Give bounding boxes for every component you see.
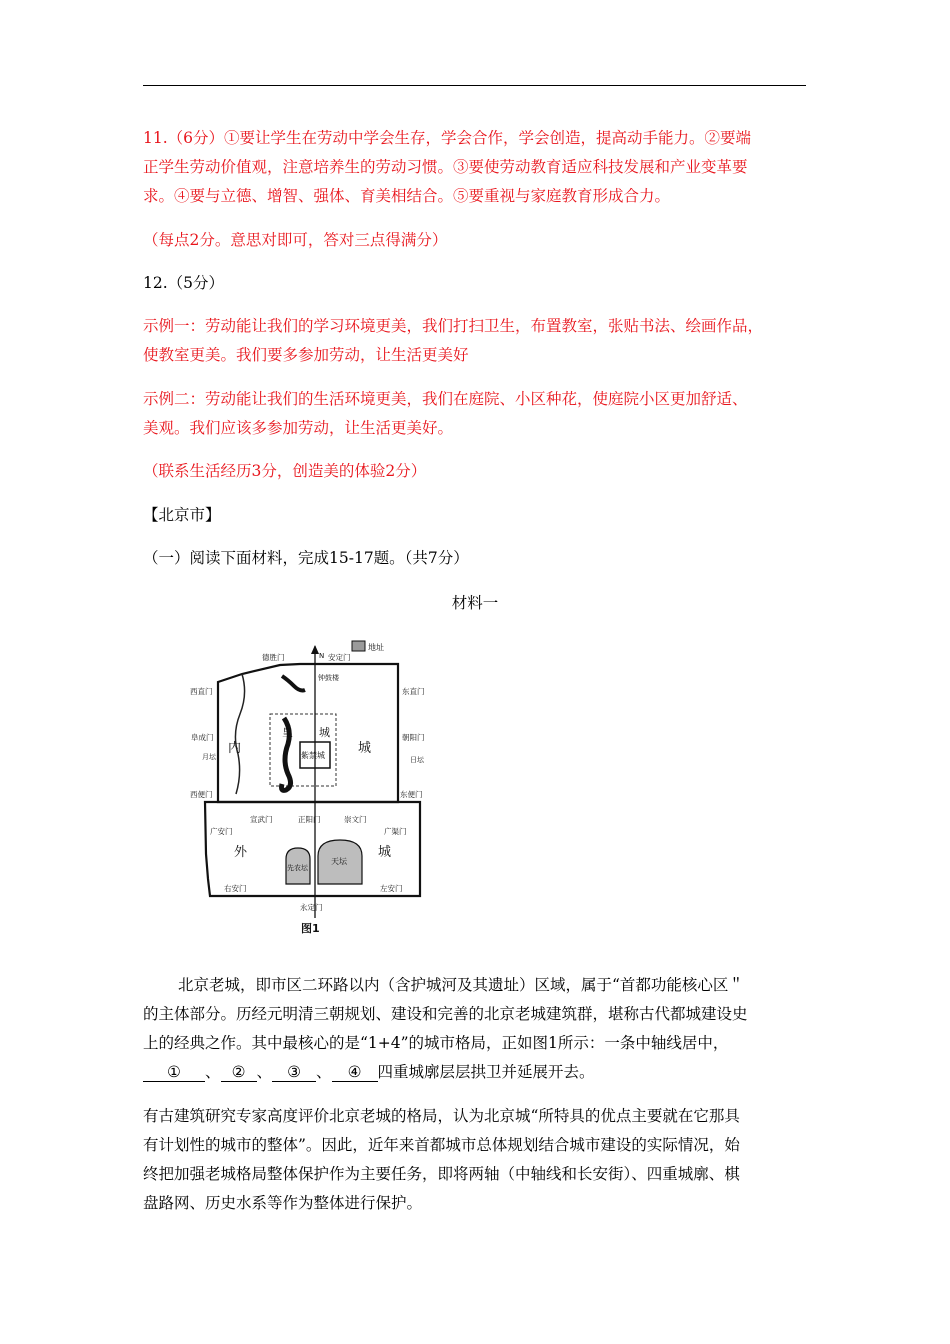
blank-1[interactable]: ① — [143, 1063, 205, 1082]
west-boundary — [235, 674, 244, 794]
label-tiantan: 天坛 — [331, 857, 347, 866]
label-ritan: 日坛 — [410, 756, 424, 764]
label-inner: 内 — [228, 741, 242, 756]
passage-p2-line-4: 盘路网、历史水系等作为整体进行保护。 — [143, 1194, 423, 1212]
q12-scoring-note: （联系生活经历3分，创造美的体验2分） — [143, 462, 427, 480]
inner-city-wall — [218, 664, 398, 802]
gate-andingmen: 安定门 — [328, 653, 351, 662]
passage-p2-line-1: 有古建筑研究专家高度评价北京老城的格局，认为北京城“所特具的优点主要就在它那具 — [143, 1107, 740, 1125]
north-arrow-icon — [311, 645, 319, 654]
blank-sep-2: 、 — [256, 1063, 273, 1081]
passage-p1-tail: 四重城廓层层拱卫并延展开去。 — [377, 1063, 595, 1081]
gate-youanmen: 右安门 — [224, 884, 247, 893]
q12-heading: 12.（5分） — [143, 274, 225, 292]
q12-example2-line-1: 示例二：劳动能让我们的生活环境更美，我们在庭院、小区种花，使庭院小区更加舒适、 — [143, 390, 748, 408]
q12-example1-line-1: 示例一：劳动能让我们的学习环境更美，我们打扫卫生，布置教室，张贴书法、绘画作品， — [143, 317, 764, 335]
passage-p1-line-2: 的主体部分。历经元明清三朝规划、建设和完善的北京老城建筑群，堪称古代都城建设史 — [143, 1005, 748, 1023]
gate-guangqumen: 广渠门 — [384, 827, 407, 836]
gate-zhengyangmen: 正阳门 — [298, 815, 321, 824]
passage-p1-line-3: 上的经典之作。其中最核心的是“1+4”的城市格局，正如图1所示：一条中轴线居中， — [143, 1034, 729, 1052]
label-imperial-left: 皇 — [282, 726, 293, 739]
gate-dongbianmen: 东便门 — [400, 790, 423, 799]
label-outer-city: 城 — [378, 845, 392, 860]
passage-p1-line-1: 北京老城，即市区二环路以内（含护城河及其遗址）区域，属于“首都功能核心区＂ — [178, 976, 744, 994]
legend-label: 地址 — [368, 643, 384, 652]
label-imperial-right: 城 — [319, 726, 330, 739]
gate-guanganmen: 广安门 — [210, 827, 233, 836]
label-yuetan: 月坛 — [202, 753, 216, 761]
label-outer: 外 — [234, 845, 248, 860]
legend-swatch — [352, 641, 365, 651]
blank-sep-3: 、 — [316, 1063, 332, 1081]
q11-line-3: 求。④要与立德、增智、强体、育美相结合。⑤要重视与家庭教育形成合力。 — [143, 187, 671, 205]
q11-line-1: 11.（6分）①要让学生在劳动中学会生存，学会合作，学会创造，提高动手能力。②要端 — [143, 129, 752, 147]
gate-yongdingmen: 永定门 — [300, 903, 323, 912]
q12-example1-line-2: 使教室更美。我们要多参加劳动，让生活更美好 — [143, 346, 469, 364]
gate-xibianmen: 西便门 — [190, 790, 213, 799]
gate-zuoanmen: 左安门 — [380, 884, 403, 893]
blank-2[interactable]: ② — [221, 1063, 257, 1082]
passage-p2-line-3: 终把加强老城格局整体保护作为主要任务，即将两轴（中轴线和长安街）、四重城廓、棋 — [143, 1165, 740, 1183]
gate-chongwenmen: 崇文门 — [344, 815, 367, 824]
gate-xuanwumen: 宣武门 — [250, 815, 273, 824]
q11-line-2: 正学生劳动价值观，注意培养生的劳动习惯。③要使劳动教育适应科技发展和产业变革要 — [143, 158, 748, 176]
label-xiannongtan: 先农坛 — [287, 864, 308, 872]
blank-4[interactable]: ④ — [332, 1063, 378, 1082]
blank-3[interactable]: ③ — [272, 1063, 316, 1082]
material-title: 材料一 — [451, 594, 499, 612]
beijing-city-map — [188, 634, 448, 939]
label-forbidden-city: 紫禁城 — [301, 751, 325, 760]
gate-xizhimen: 西直门 — [190, 687, 213, 696]
region-heading: 【北京市】 — [143, 506, 221, 524]
passage-p2-line-2: 有计划性的城市的整体”。因此，近年来首都城市总体规划结合城市建设的实际情况，始 — [143, 1136, 740, 1154]
gate-deshengmen: 德胜门 — [262, 653, 285, 662]
passage-p1-line-4 — [143, 1062, 595, 1082]
gate-chaoyangmen: 朝阳门 — [402, 733, 425, 742]
gate-gulou: 钟鼓楼 — [318, 674, 339, 682]
blank-sep-1: 、 — [205, 1063, 221, 1081]
figure-caption: 图1 — [301, 922, 320, 935]
gate-fuchengmen: 阜成门 — [191, 733, 214, 742]
header-rule — [143, 85, 806, 86]
label-inner-city: 城 — [358, 741, 372, 756]
north-lake — [282, 676, 305, 691]
q12-example2-line-2: 美观。我们应该多参加劳动，让生活更美好。 — [143, 419, 454, 437]
gate-dongzhimen: 东直门 — [402, 687, 425, 696]
north-label: N — [319, 652, 325, 660]
q11-scoring-note: （每点2分。意思对即可，答对三点得满分） — [143, 231, 448, 249]
section-instruction: （一）阅读下面材料，完成15-17题。（共7分） — [143, 549, 469, 567]
